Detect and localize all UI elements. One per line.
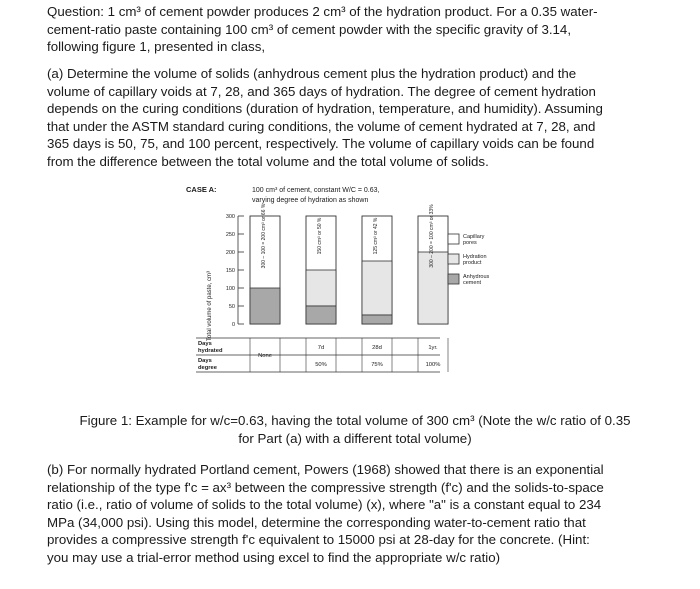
- hydration-product-segment: [306, 270, 336, 306]
- days-table: [196, 338, 448, 372]
- legend-swatch: [448, 254, 459, 264]
- text-line: 365 days is 50, 75, and 100 percent, respectively. The volume of capillary voids can be found: [47, 136, 595, 152]
- y-tick-label: 250: [225, 232, 235, 238]
- part-b-paragraph: [47, 461, 667, 567]
- row2-label: Days: [198, 358, 212, 364]
- row1-label: Days: [198, 341, 212, 347]
- figure-1-diagram: [180, 182, 510, 404]
- columns: [250, 203, 448, 324]
- column-void-label: 300 – 200 = 100 cm³ or 33%: [429, 204, 435, 268]
- caption-line: for Part (a) with a different total volume): [238, 430, 472, 446]
- text-line: Question: 1 cm³ of cement powder produces 2 cm³ of the hydration product. For a 0.35 water-: [47, 4, 598, 19]
- legend-label: Capillary: [463, 234, 485, 240]
- y-tick-label: 50: [228, 304, 235, 310]
- row2-label: degree: [198, 365, 218, 371]
- y-tick-label: 0: [231, 322, 235, 328]
- column-void-label: 125 cm³ or 42 %: [373, 217, 379, 255]
- text-line: that under the ASTM standard curing conditions, the volume of cement hydrated at 7, 28, and: [47, 118, 596, 134]
- y-tick-label: 100: [225, 286, 235, 292]
- legend-label: Hydration: [463, 254, 487, 260]
- legend-label: product: [463, 260, 482, 266]
- caption-line: Figure 1: Example for w/c=0.63, having the total volume of 300 cm³ (Note the w/c ratio of 0.35: [79, 413, 631, 428]
- case-label: CASE A:: [186, 185, 217, 194]
- text-line: depends on the curing conditions (duration of hydration, temperature, and humidity). Assuming: [47, 101, 603, 117]
- text-line: cement-ratio paste containing 100 cm³ of cement powder with the specific gravity of 3.14,: [47, 21, 572, 37]
- column-void-label: 150 cm³ or 50 %: [317, 217, 323, 255]
- y-axis-label: Total volume of paste, cm³: [207, 270, 213, 342]
- row1-label: hydrated: [198, 348, 223, 354]
- days-hydrated-value: 28d: [372, 345, 382, 351]
- y-tick-label: 150: [225, 268, 235, 274]
- question-intro: [47, 3, 667, 56]
- text-line: (a) Determine the volume of solids (anhydrous cement plus the hydration product) and the: [47, 66, 577, 81]
- text-line: provides a compressive strength f'c equivalent to 15000 psi at 28-day for the concrete. (Hint:: [47, 532, 590, 548]
- legend-swatch: [448, 234, 459, 244]
- anhydrous-cement-segment: [250, 288, 280, 324]
- hydration-product-segment: [362, 261, 392, 315]
- text-line: (b) For normally hydrated Portland cement, Powers (1968) showed that there is an exponential: [47, 462, 604, 477]
- legend-label: Anhydrous: [463, 274, 490, 280]
- days-hydrated-value: 1yr.: [428, 345, 438, 351]
- degree-value: 75%: [371, 362, 383, 368]
- part-a-paragraph: [47, 65, 667, 171]
- column-void-label: 300 – 100 = 200 cm³ or 66 %: [261, 203, 267, 269]
- legend: [448, 234, 490, 286]
- days-hydrated-value: None: [258, 353, 272, 359]
- text-line: relationship of the type f'c = ax³ between the compressive strength (f'c) and the solids-to-space: [47, 479, 604, 495]
- figure-desc-1: 100 cm³ of cement, constant W/C = 0.63,: [252, 187, 380, 194]
- legend-label: cement: [463, 280, 482, 286]
- anhydrous-cement-segment: [306, 306, 336, 324]
- text-line: you may use a trial-error method using excel to find the appropriate w/c ratio): [47, 549, 501, 565]
- text-line: ratio (i.e., ratio of volume of solids to the total volume) (x), where "a" is a constant equal to 234: [47, 497, 602, 513]
- y-tick-label: 300: [225, 214, 235, 220]
- text-line: MPa (34,000 psi). Using this model, determine the corresponding water-to-cement ratio that: [47, 514, 586, 530]
- text-line: from the difference between the total volume and the total volume of solids.: [47, 153, 489, 169]
- figure-desc-2: varying degree of hydration as shown: [252, 197, 369, 204]
- y-ticks: [226, 214, 244, 328]
- days-hydrated-value: 7d: [317, 345, 325, 351]
- y-tick-label: 200: [225, 250, 235, 256]
- legend-label: pores: [463, 240, 477, 246]
- text-line: volume of capillary voids at 7, 28, and 365 days of hydration. The degree of cement hydration: [47, 83, 596, 99]
- anhydrous-cement-segment: [362, 315, 392, 324]
- text-line: following figure 1, presented in class,: [47, 39, 266, 55]
- degree-value: 100%: [425, 362, 441, 368]
- figure-caption: [55, 412, 655, 447]
- legend-swatch: [448, 274, 459, 284]
- degree-value: 50%: [315, 362, 327, 368]
